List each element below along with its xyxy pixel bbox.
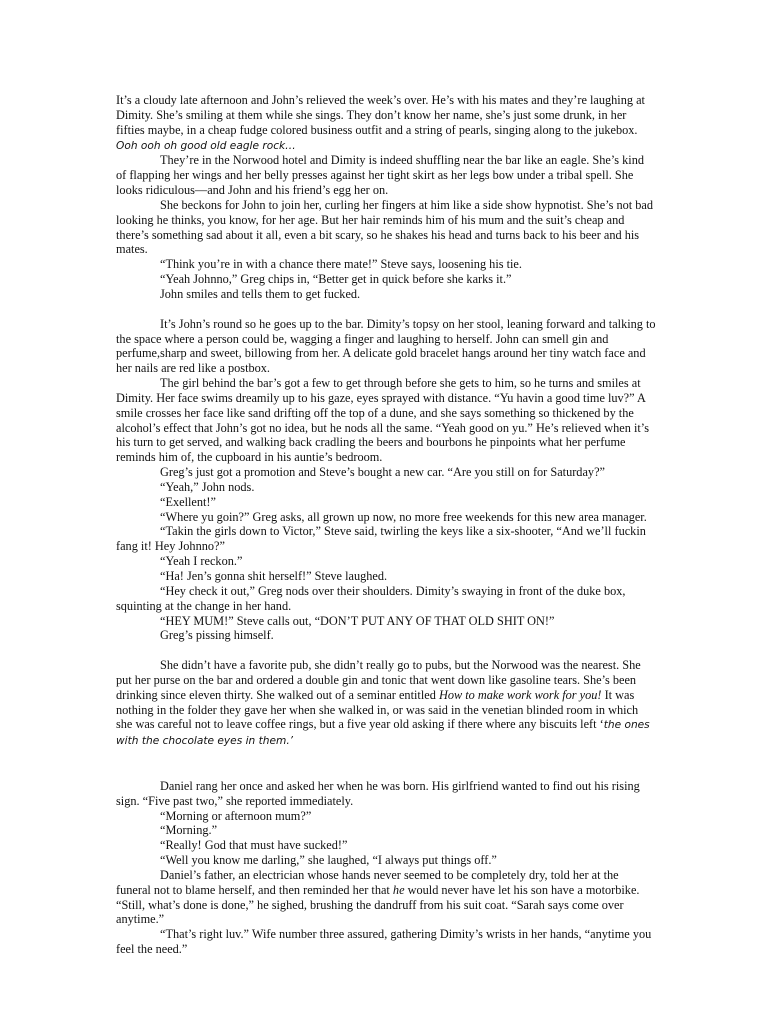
paragraph-text: “Ha! Jen’s gonna shit herself!” Steve laughed. (160, 569, 388, 583)
paragraph-text: The girl behind the bar’s got a few to get through before she gets to him, so he turns and smiles at Dimity. Her face swims dreamily up to his gaze, eyes sprayed with distance. “Yu havin a good time luv?” A smile crosses her face like sand drifting off the top of a dune, and she says something so thickened by the alcohol’s effect that John’s got no idea, but he nods all the same. “Yeah good on yu.” He’s relieved when it’s his turn to get served, and walking back cradling the beers and bourbons he pinpoints what her perfume reminds him of, the cupboard in his auntie’s bedroom. (116, 376, 649, 465)
paragraph-p12 (116, 510, 656, 525)
paragraph-text: How to make work work for you! (438, 687, 602, 702)
paragraph-p13 (116, 524, 656, 554)
paragraph-p3 (116, 198, 656, 257)
paragraph-p23 (116, 838, 656, 853)
paragraph-text: “Morning.” (160, 823, 218, 838)
paragraph-p22 (116, 823, 656, 838)
paragraph-text: They’re in the Norwood hotel and Dimity is indeed shuffling near the bar like an eagle. She’s kind of flapping her wings and her belly presses against her tight skirt as her legs bow under a tribal spell. She looks ridiculous—and John and his friend’s egg her on. (116, 153, 645, 198)
paragraph-p8 (116, 376, 656, 465)
paragraph-p10 (116, 480, 656, 495)
paragraph-text: “Takin the girls down to Victor,” Steve said, twirling the keys like a six-shooter, “And we’ll fuckin fang it! Hey Johnno?” (116, 524, 646, 554)
paragraph-text: “That’s right luv.” Wife number three assured, gathering Dimity’s wrists in her hands, “anytime you feel the need.” (116, 927, 652, 957)
paragraph-text: “Yeah Johnno,” Greg chips in, “Better get in quick before she karks it.” (160, 272, 512, 287)
paragraph-p4 (116, 257, 656, 272)
paragraph-text: “Think you’re in with a chance there mate!” Steve says, loosening his tie. (160, 257, 522, 272)
paragraph-text: he (392, 882, 405, 897)
paragraph-p25 (116, 868, 656, 927)
paragraph-text: It was nothing in the folder they gave her when she walked in, or was said in the venetian blinded room in which she was careful not to leave coffee rings, but a five year old asking if there where any biscuits left ‘ (116, 687, 639, 732)
paragraph-p19 (116, 658, 656, 749)
paragraph-text: “Where yu goin?” Greg asks, all grown up now, no more free weekends for this new area manager. (160, 509, 647, 524)
paragraph-p24 (116, 853, 656, 868)
paragraph-p9 (116, 465, 656, 480)
paragraph-text: the ones with the chocolate eyes in them.’ (116, 719, 650, 748)
paragraph-text: Greg’s pissing himself. (160, 628, 274, 643)
paragraph-text: “Morning or afternoon mum?” (160, 808, 312, 823)
paragraph-text: “Yeah,” John nods. (160, 479, 255, 494)
paragraph-p18 (116, 628, 656, 643)
paragraph-p6 (116, 287, 656, 302)
paragraph-text: “Exellent!” (160, 494, 216, 509)
paragraph-p2 (116, 153, 656, 198)
paragraph-p26 (116, 927, 656, 957)
paragraph-p5 (116, 272, 656, 287)
paragraph-text: John smiles and tells them to get fucked. (160, 286, 361, 301)
paragraph-text: Ooh ooh oh good old eagle rock… (116, 139, 296, 152)
paragraph-text: Daniel rang her once and asked her when he was born. His girlfriend wanted to find out his rising sign. “Five past two,” she reported immediately. (116, 778, 640, 808)
paragraph-text: Greg’s just got a promotion and Steve’s bought a new car. “Are you still on for Saturday?” (160, 465, 605, 480)
paragraph-p15 (116, 569, 656, 584)
paragraph-text: She didn’t have a favorite pub, she didn’t really go to pubs, but the Norwood was the nearest. She put her purse on the bar and ordered a double gin and tonic that went down like gasoline tears. She’s been drinking since eleven thirty. She walked out of a seminar entitled (116, 658, 641, 702)
paragraph-text: It’s John’s round so he goes up to the bar. Dimity’s topsy on her stool, leaning forward and talking to the space where a person could be, wagging a finger and laughing to herself. John can smell gin and perfume,sharp and sweet, billowing from her. A delicate gold bracelet hangs around her tiny watch face and her nails are red like a postbox. (116, 316, 656, 376)
paragraph-p11 (116, 495, 656, 510)
paragraph-text: “Yeah I reckon.” (160, 554, 243, 569)
paragraph-text: Daniel’s father, an electrician whose hands never seemed to be completely dry, told her at the funeral not to blame herself, and then reminded her that (116, 867, 619, 897)
paragraph-text: would never have let his son have a motorbike. “Still, what’s done is done,” he sighed, brushing the dandruff from his suit coat. “Sarah says come over anytime.” (116, 882, 640, 927)
paragraph-p1 (116, 93, 656, 153)
paragraph-text: She beckons for John to join her, curling her fingers at him like a side show hypnotist. She’s not bad looking he thinks, you know, for her age. But her hair reminds him of his mum and the suit’s cheap and there’s something sad about it all, even a bit scary, so he shakes his head and turns back to his beer and his mates. (116, 197, 654, 257)
paragraph-text: “Hey check it out,” Greg nods over their shoulders. Dimity’s swaying in front of the duke box, squinting at the change in her hand. (116, 583, 626, 613)
paragraph-text: “HEY MUM!” Steve calls out, “DON’T PUT ANY OF THAT OLD SHIT ON!” (160, 613, 555, 628)
paragraph-p21 (116, 809, 656, 824)
paragraph-text: “Well you know me darling,” she laughed, “I always put things off.” (160, 853, 497, 868)
paragraph-text: “Really! God that must have sucked!” (160, 838, 348, 853)
story-page (116, 93, 656, 957)
paragraph-p7 (116, 317, 656, 376)
paragraph-text: It’s a cloudy late afternoon and John’s relieved the week’s over. He’s with his mates and they’re laughing at Dimity. She’s smiling at them while she sings. They don’t know her name, she’s just some drunk, in her fifties maybe, in a cheap fudge colored business outfit and a string of pearls, singing along to the jukebox. (116, 93, 645, 137)
paragraph-p14 (116, 554, 656, 569)
paragraph-p17 (116, 614, 656, 629)
paragraph-p16 (116, 584, 656, 614)
paragraph-p20 (116, 779, 656, 809)
